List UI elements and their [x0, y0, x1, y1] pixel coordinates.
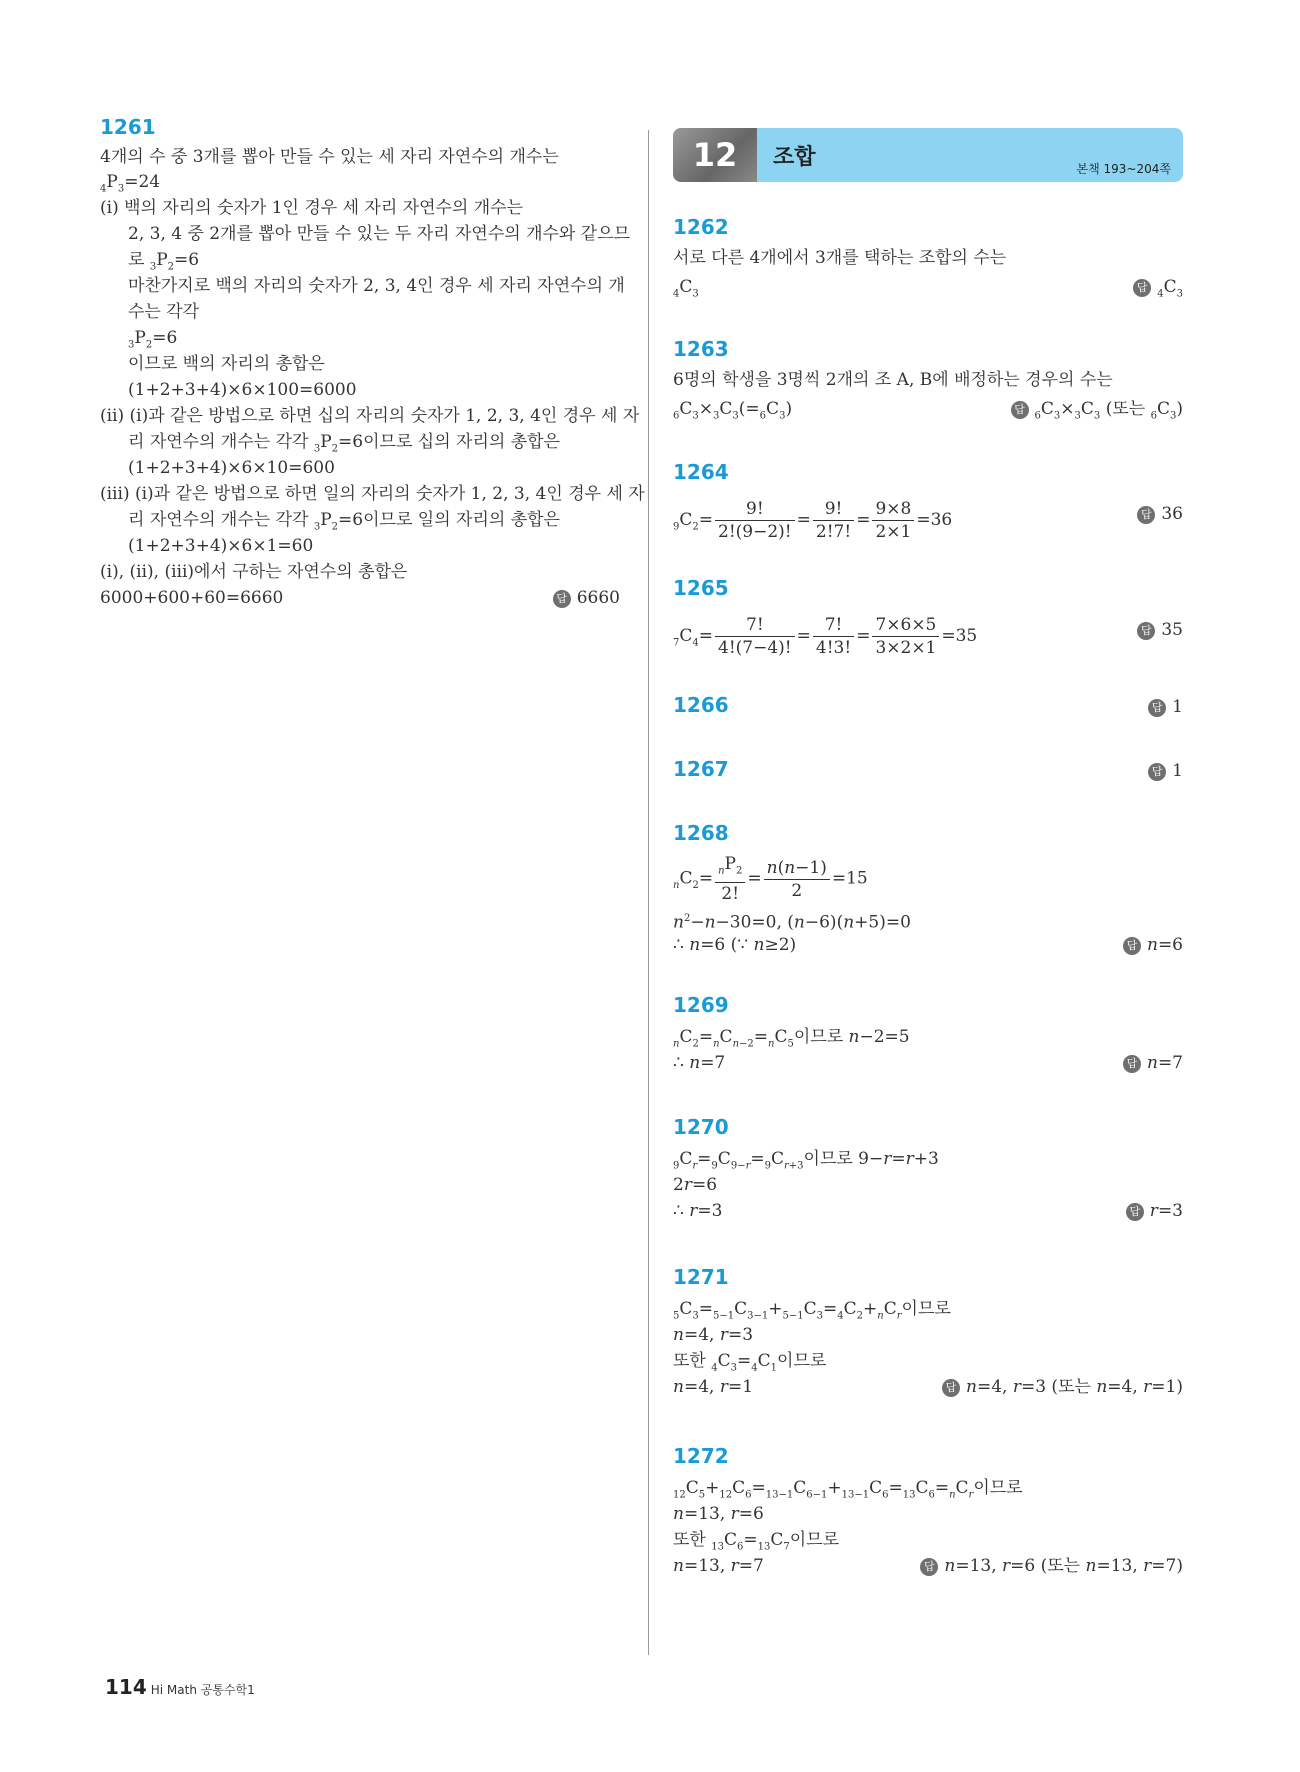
text-line: 2, 3, 4 중 2개를 뽑아 만들 수 있는 두 자리 자연수의 개수와 같으므 [128, 224, 631, 244]
math-line: $_nC_2=$ $\frac{_nP_2}{2!}$ = $\frac{n(n-1)}{2}$ =15 [673, 854, 868, 905]
answer-1268: 답 n=6 [1123, 933, 1183, 957]
problem-number-1268: 1268 [673, 821, 729, 845]
math-line: 또한 $_{13}C_6=_{13}C_7$이므로 [673, 1530, 840, 1553]
math-line: $_4P_3=24$ [100, 172, 161, 195]
text-line: (ⅲ) (ⅰ)과 같은 방법으로 하면 일의 자리의 숫자가 1, 2, 3, 4인 경우 세 자 [100, 484, 645, 504]
math-line: $n^2-n-30=0$, (n−6)(n+5)=0 [673, 912, 911, 933]
answer-1262: 답$_4C_3$ [1133, 275, 1183, 306]
answer-1267: 답 1 [1148, 759, 1183, 783]
fraction: $\frac{n(n-1)}{2}$ [764, 857, 830, 902]
answer-1261: 답 6660 [553, 586, 620, 610]
chapter-number: 12 [673, 128, 757, 182]
answer-badge-icon: 답 [553, 590, 571, 608]
fraction: $\frac{9!}{2!(9-2)!}$ [715, 498, 795, 543]
math-line: n=13, r=6 [673, 1504, 764, 1524]
problem-number-1266: 1266 [673, 693, 729, 717]
answer-badge-icon: 답 [920, 1558, 938, 1576]
math-line: 6000+600+60=6660 [100, 588, 284, 608]
problem-number-1261: 1261 [100, 115, 156, 139]
text-line: 6명의 학생을 3명씩 2개의 조 A, B에 배정하는 경우의 수는 [673, 370, 1113, 390]
math-line: $_5C_3=_{5-1}C_{3-1}+_{5-1}C_3=_4C_2+_nC_r$이므로 [673, 1299, 951, 1322]
math-line: $_{12}C_5+_{12}C_6=_{13-1}C_{6-1}+_{13-1}C_6=_{13}C_6=_nC_r$이므로 [673, 1478, 1023, 1501]
answer-badge-icon: 답 [1148, 699, 1166, 717]
answer-badge-icon: 답 [1137, 622, 1155, 640]
math-line: 2r=6 [673, 1175, 718, 1195]
text-line: 마찬가지로 백의 자리의 숫자가 2, 3, 4인 경우 세 자리 자연수의 개 [128, 276, 625, 296]
fraction: $\frac{9!}{2!7!}$ [813, 498, 854, 543]
problem-number-1269: 1269 [673, 993, 729, 1017]
book-title: Hi Math 공통수학1 [150, 1683, 255, 1697]
math-line: $_9C_2=$ $\frac{9!}{2!(9-2)!}$ = $\frac{9!}{2!7!}$ = $\frac{9\times 8}{2\times 1}$ =36 [673, 499, 953, 542]
math-line: 로 $_3P_2=6$ [128, 250, 200, 273]
math-line: 또한 $_4C_3=_4C_1$이므로 [673, 1351, 827, 1374]
text-line: (ⅰ) 백의 자리의 숫자가 1인 경우 세 자리 자연수의 개수는 [100, 198, 524, 218]
math-line: 리 자연수의 개수는 각각 $_3P_2=6$이므로 일의 자리의 총합은 [128, 510, 560, 533]
text-line: 수는 각각 [128, 302, 200, 322]
math-line: (1+2+3+4)×6×10=600 [128, 458, 335, 478]
math-line: ∴ n=7 [673, 1053, 726, 1073]
math-line: (1+2+3+4)×6×1=60 [128, 536, 314, 556]
answer-badge-icon: 답 [1137, 506, 1155, 524]
answer-1265: 답 35 [1137, 618, 1183, 642]
text-line: (ⅱ) (ⅰ)과 같은 방법으로 하면 십의 자리의 숫자가 1, 2, 3, 4인 경우 세 자 [100, 406, 640, 426]
fraction: $\frac{7!}{4!3!}$ [813, 614, 854, 659]
math-line: n=13, r=7 [673, 1556, 764, 1576]
problem-number-1262: 1262 [673, 215, 729, 239]
math-line: $_nC_2=_nC_{n-2}=_nC_5$이므로 n−2=5 [673, 1027, 910, 1050]
math-line: 리 자연수의 개수는 각각 $_3P_2=6$이므로 십의 자리의 총합은 [128, 432, 560, 455]
problem-number-1263: 1263 [673, 337, 729, 361]
answer-badge-icon: 답 [1123, 937, 1141, 955]
fraction: $\frac{9\times 8}{2\times 1}$ [872, 498, 914, 543]
text-line: 이므로 백의 자리의 총합은 [128, 354, 325, 374]
answer-1269: 답 n=7 [1123, 1051, 1183, 1075]
math-line: ∴ r=3 [673, 1201, 723, 1221]
answer-badge-icon: 답 [942, 1379, 960, 1397]
problem-number-1267: 1267 [673, 757, 729, 781]
answer-1272: 답 n=13, r=6 (또는 n=13, r=7) [920, 1554, 1183, 1578]
fraction: $\frac{_nP_2}{2!}$ [715, 853, 745, 905]
math-line: $_3P_2=6$ [128, 328, 178, 351]
fraction: $\frac{7!}{4!(7-4)!}$ [715, 614, 795, 659]
answer-1271: 답 n=4, r=3 (또는 n=4, r=1) [942, 1375, 1183, 1399]
problem-number-1272: 1272 [673, 1444, 729, 1468]
chapter-title: 조합 [773, 145, 816, 170]
text-line: 4개의 수 중 3개를 뽑아 만들 수 있는 세 자리 자연수의 개수는 [100, 147, 559, 167]
answer-badge-icon: 답 [1123, 1055, 1141, 1073]
answer-badge-icon: 답 [1133, 279, 1151, 297]
math-line: $_4C_3$ [673, 277, 699, 300]
text-line: 서로 다른 4개에서 3개를 택하는 조합의 수는 [673, 248, 1007, 268]
page-footer [105, 1675, 255, 1699]
answer-badge-icon: 답 [1011, 401, 1029, 419]
answer-1264: 답 36 [1137, 502, 1183, 526]
answer-1263: 답$_6C_3\times_3C_3$ (또는 $_6C_3$) [1011, 397, 1183, 428]
text-line: (ⅰ), (ⅱ), (ⅲ)에서 구하는 자연수의 총합은 [100, 562, 408, 582]
math-line: ∴ n=6 (∵ n≥2) [673, 935, 797, 955]
answer-1266: 답 1 [1148, 695, 1183, 719]
answer-1270: 답 r=3 [1126, 1199, 1183, 1223]
chapter-header [673, 128, 1183, 182]
page-number: 114 [105, 1675, 147, 1699]
math-line: $_9C_r=_9C_{9-r}=_9C_{r+3}$이므로 9−r=r+3 [673, 1149, 939, 1172]
answer-badge-icon: 답 [1126, 1203, 1144, 1221]
math-line: $_7C_4=$ $\frac{7!}{4!(7-4)!}$ = $\frac{7!}{4!3!}$ = $\frac{7\times 6\times 5}{3\times 2\times 1}$ =35 [673, 615, 978, 658]
answer-badge-icon: 답 [1148, 763, 1166, 781]
chapter-reference: 본책 193~204쪽 [1076, 162, 1171, 176]
problem-number-1270: 1270 [673, 1115, 729, 1139]
column-divider [648, 130, 649, 1655]
math-line: n=4, r=3 [673, 1325, 754, 1345]
math-line: (1+2+3+4)×6×100=6000 [128, 380, 357, 400]
math-line: n=4, r=1 [673, 1377, 754, 1397]
problem-number-1265: 1265 [673, 576, 729, 600]
fraction: $\frac{7\times 6\times 5}{3\times 2\times 1}$ [872, 614, 939, 659]
problem-number-1271: 1271 [673, 1265, 729, 1289]
problem-number-1264: 1264 [673, 460, 729, 484]
math-line: $_6C_3\times_3C_3(=_6C_3)$ [673, 399, 793, 422]
